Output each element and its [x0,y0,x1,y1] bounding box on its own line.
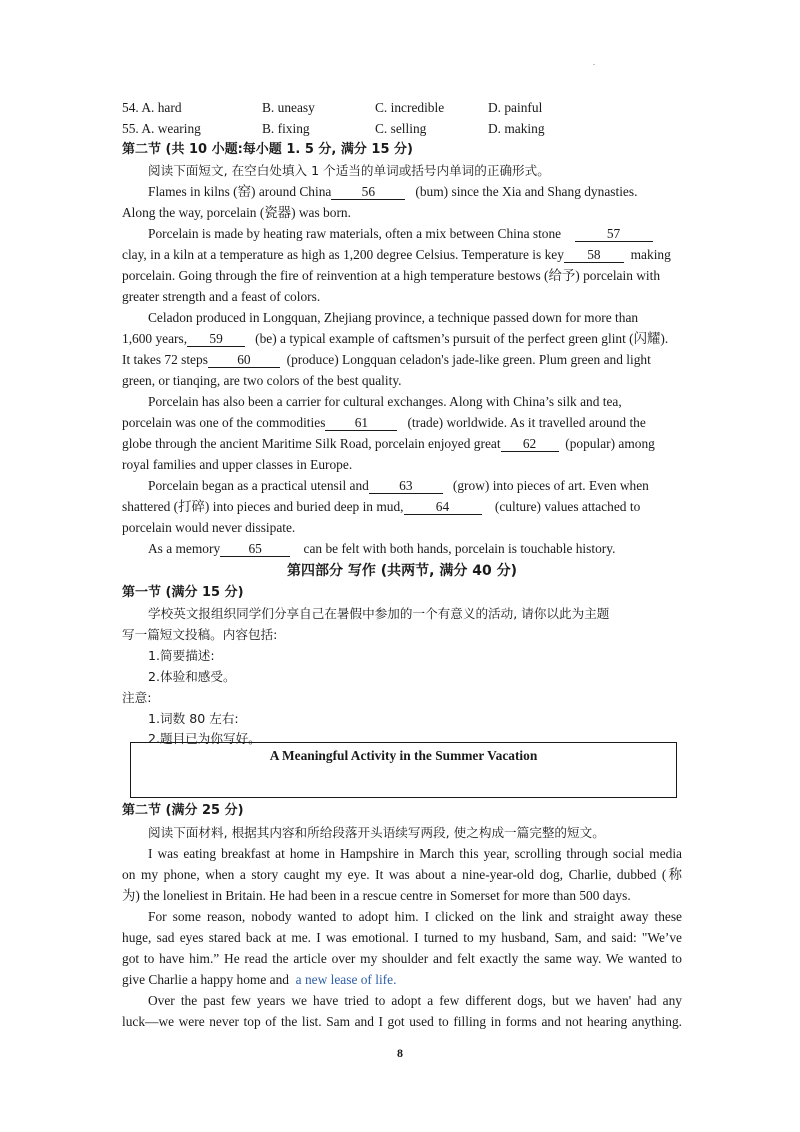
highlighted-phrase[interactable]: a new lease of life. [295,972,397,987]
passage-line: clay, in a kiln at a temperature as high as 1,200 degree Celsius. Temperature is key 58 making [122,247,671,262]
essay-title-box[interactable] [130,742,677,798]
passage-line: greater strength and a feast of colors. [122,289,321,304]
blank-60[interactable]: 60 [208,352,280,368]
passage-line: porcelain was one of the commodities 61 (trade) worldwide. As it travelled around the [122,415,646,430]
q55-number: 55. [122,121,139,136]
passage-line: Flames in kilns (窑) around China 56 (bum) since the Xia and Shang dynasties. [148,184,638,199]
story-line: For some reason, nobody wanted to adopt him. I clicked on the link and straight away these [148,909,682,924]
passage-line: It takes 72 steps 60 (produce) Longquan celadon's jade-like green. Plum green and light [122,352,651,367]
passage-line: porcelain would never dissipate. [122,520,296,535]
q55-a-text: A. wearing [141,121,201,136]
blank-64[interactable]: 64 [404,499,482,515]
blank-63[interactable]: 63 [369,478,443,494]
essay-title: A Meaningful Activity in the Summer Vacation [269,748,538,763]
writing1-note-label: 注意: [122,690,152,705]
passage-line: globe through the ancient Maritime Silk Road, porcelain enjoyed great 62 (popular) among [122,436,655,451]
writing2-heading: 第二节 (满分 25 分) [122,803,244,818]
writing1-item1: 1.简要描述: [148,648,215,663]
blank-57[interactable]: 57 [575,226,653,242]
blank-56[interactable]: 56 [331,184,405,200]
section2-instruction: 阅读下面短文, 在空白处填入 1 个适当的单词或括号内单词的正确形式。 [148,163,550,178]
q54-option-c: C. incredible [375,100,445,115]
passage-line: shattered (打碎) into pieces and buried deep in mud, 64 (culture) values attached to [122,499,641,514]
story-line: luck—we were never top of the list. Sam and I got used to filling in forms and not hearing anything. [122,1014,682,1029]
q54-option-a [122,99,182,117]
blank-58[interactable]: 58 [564,247,624,263]
writing1-note2: 2.题目已为你写好。 [148,731,261,746]
passage-line: Porcelain is made by heating raw materials, often a mix between China stone 57 [148,225,682,243]
page-number: 8 [397,1046,403,1060]
story-line: give Charlie a happy home and a new lease of life. [122,972,397,987]
section2-heading: 第二节 (共 10 小题:每小题 1. 5 分, 满分 15 分) [122,142,413,157]
passage-line: As a memory 65 can be felt with both hands, porcelain is touchable history. [148,541,616,556]
passage-line: Porcelain began as a practical utensil and 63 (grow) into pieces of art. Even when [148,478,649,493]
blank-59[interactable]: 59 [187,331,245,347]
q54-number: 54. [122,100,139,115]
q54-option-d: D. painful [488,100,543,115]
story-line: I was eating breakfast at home in Hampshire in March this year, scrolling through social media [148,846,682,861]
passage-line: royal families and upper classes in Europe. [122,457,353,472]
story-line: huge, sad eyes stared back at me. I was emotional. I turned to my husband, Sam, and said: "We’ve [122,930,682,945]
writing1-note1: 1.词数 80 左右: [148,711,239,726]
story-line: got to have him.” He read the article over my shoulder and felt exactly the same way. We wanted to [122,951,682,966]
q55-option-b: B. fixing [262,121,310,136]
passage-line: porcelain. Going through the fire of reinvention at a high temperature bestows (给予) porcelain with [122,268,661,283]
passage-line: 1,600 years, 59 (be) a typical example of caftsmen’s pursuit of the perfect green glint (闪耀). [122,331,669,346]
writing2-instruction: 阅读下面材料, 根据其内容和所给段落开头语续写两段, 使之构成一篇完整的短文。 [148,825,605,840]
decorative-dot: . [593,58,595,67]
story-line: on my phone, when a story caught my eye. It was about a nine-year-old dog, Charlie, dubbed (称 [122,867,682,882]
passage-line: Porcelain has also been a carrier for cultural exchanges. Along with China’s silk and tea, [148,394,622,409]
blank-65[interactable]: 65 [220,541,290,557]
part4-heading: 第四部分 写作 (共两节, 满分 40 分) [287,563,517,579]
q55-option-a [122,120,201,138]
writing1-task-line1: 学校英文报组织同学们分享自己在暑假中参加的一个有意义的活动, 请你以此为主题 [148,606,610,621]
q55-option-c: C. selling [375,121,427,136]
story-line: Over the past few years we have tried to adopt a few different dogs, but we haven' had any [148,993,682,1008]
blank-62[interactable]: 62 [501,436,559,452]
writing1-task-line2: 写一篇短文投稿。内容包括: [122,627,278,642]
passage-line: Celadon produced in Longquan, Zhejiang province, a technique passed down for more than [148,310,639,325]
blank-61[interactable]: 61 [325,415,397,431]
writing1-item2: 2.体验和感受。 [148,669,236,684]
story-line: 为) the loneliest in Britain. He had been in a rescue centre in Somerset for more than 500 days. [122,888,631,903]
passage-line: green, or tianqing, are two colors of the best quality. [122,373,402,388]
q55-option-d: D. making [488,121,545,136]
writing1-heading: 第一节 (满分 15 分) [122,585,244,600]
q54-option-b: B. uneasy [262,100,315,115]
q54-a-text: A. hard [141,100,182,115]
passage-line: Along the way, porcelain (瓷器) was born. [122,205,351,220]
